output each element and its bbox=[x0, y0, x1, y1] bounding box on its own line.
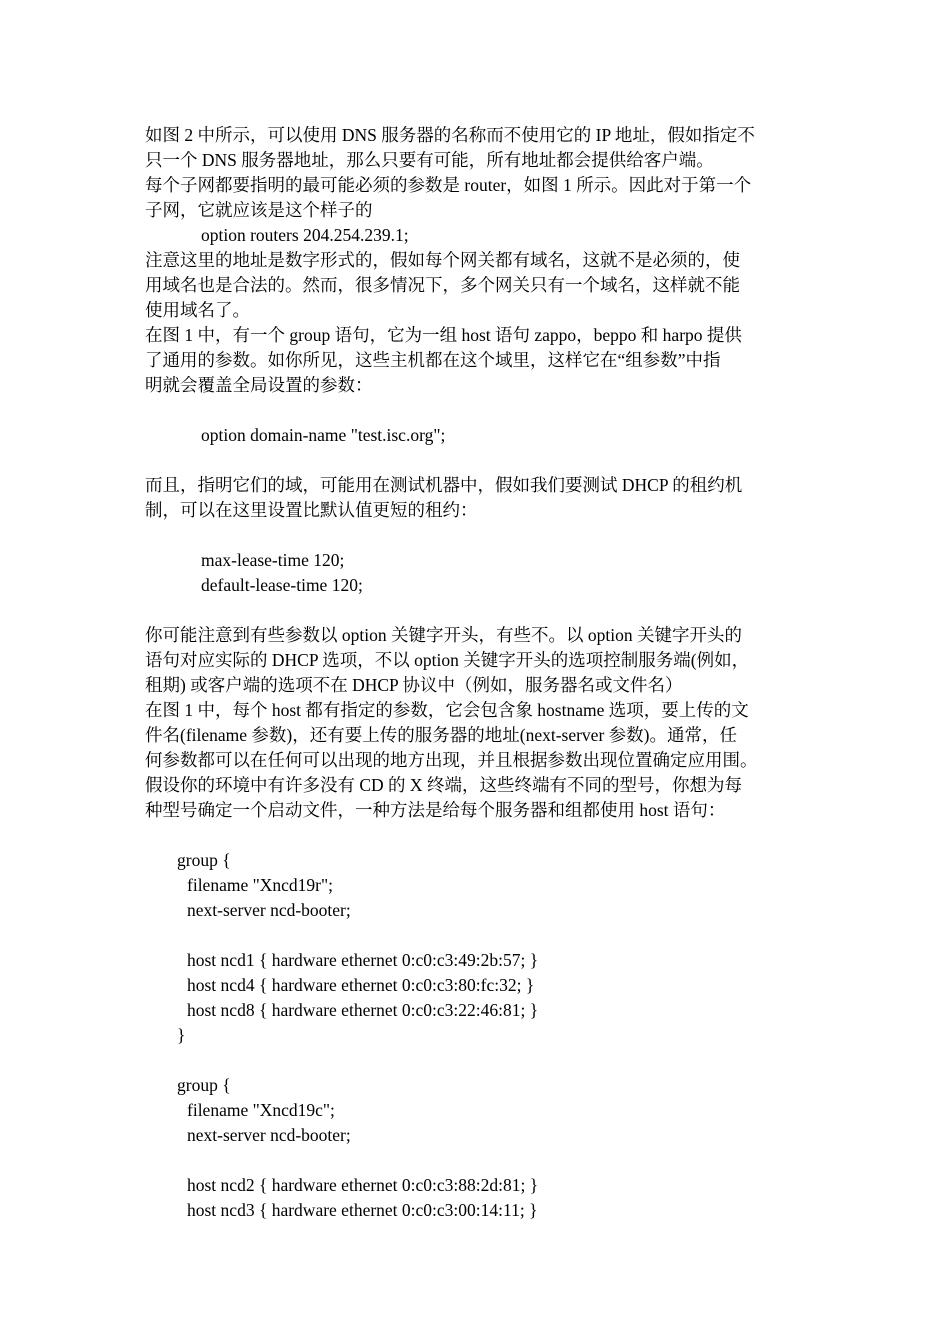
blank-line bbox=[145, 1148, 815, 1173]
blank-line bbox=[145, 523, 815, 548]
blank-line bbox=[145, 598, 815, 623]
document-page bbox=[145, 123, 815, 1223]
blank-line bbox=[145, 923, 815, 948]
code-host-line: host ncd8 { hardware ethernet 0:c0:c3:22:46:81; } bbox=[187, 1000, 539, 1020]
text-line: 只一个 DNS 服务器地址，那么只要有可能，所有地址都会提供给客户端。 bbox=[145, 150, 714, 170]
text-line: 而且，指明它们的域，可能用在测试机器中，假如我们要测试 DHCP 的租约机 bbox=[145, 475, 743, 495]
code-line-max-lease: max-lease-time 120; bbox=[201, 550, 345, 570]
paragraph-option-keyword bbox=[145, 623, 815, 698]
text-line: 语句对应实际的 DHCP 选项，不以 option 关键字开头的选项控制服务端(例如， bbox=[145, 650, 750, 670]
code-line-routers: option routers 204.254.239.1; bbox=[201, 225, 409, 245]
blank-line bbox=[145, 823, 815, 848]
code-host-line: host ncd4 { hardware ethernet 0:c0:c3:80:fc:32; } bbox=[187, 975, 535, 995]
text-line: 每个子网都要指明的最可能必须的参数是 router，如图 1 所示。因此对于第一个 bbox=[145, 175, 752, 195]
code-group-2 bbox=[145, 1073, 815, 1223]
paragraph-lease bbox=[145, 473, 815, 523]
code-next-server: next-server ncd-booter; bbox=[187, 1125, 351, 1145]
text-line: 件名(filename 参数)，还有要上传的服务器的地址(next-server 参数)。通常，任 bbox=[145, 725, 737, 745]
code-group-open: group { bbox=[177, 1075, 231, 1095]
paragraph-group bbox=[145, 323, 815, 398]
paragraph-gateway bbox=[145, 248, 815, 323]
blank-line bbox=[145, 448, 815, 473]
text-line: 何参数都可以在任何可以出现的地方出现，并且根据参数出现位置确定应用围。 bbox=[145, 750, 758, 770]
code-host-line: host ncd2 { hardware ethernet 0:c0:c3:88:2d:81; } bbox=[187, 1175, 539, 1195]
text-line: 注意这里的地址是数字形式的，假如每个网关都有域名，这就不是必须的，使 bbox=[145, 250, 740, 270]
code-group-close: } bbox=[177, 1025, 186, 1045]
blank-line bbox=[145, 1048, 815, 1073]
text-line: 明就会覆盖全局设置的参数： bbox=[145, 375, 373, 395]
paragraph-host-params bbox=[145, 698, 815, 823]
blank-line bbox=[145, 398, 815, 423]
text-line: 用域名也是合法的。然而，很多情况下，多个网关只有一个域名，这样就不能 bbox=[145, 275, 740, 295]
paragraph-dns bbox=[145, 123, 815, 173]
text-line: 在图 1 中，有一个 group 语句，它为一组 host 语句 zappo，beppo 和 harpo 提供 bbox=[145, 325, 742, 345]
code-group-open: group { bbox=[177, 850, 231, 870]
text-line: 制，可以在这里设置比默认值更短的租约： bbox=[145, 500, 478, 520]
code-next-server: next-server ncd-booter; bbox=[187, 900, 351, 920]
code-host-line: host ncd3 { hardware ethernet 0:c0:c3:00:14:11; } bbox=[187, 1200, 538, 1220]
text-line: 租期) 或客户端的选项不在 DHCP 协议中（例如，服务器名或文件名） bbox=[145, 675, 683, 695]
text-line: 假设你的环境中有许多没有 CD 的 X 终端，这些终端有不同的型号，你想为每 bbox=[145, 775, 742, 795]
text-line: 在图 1 中，每个 host 都有指定的参数，它会包含象 hostname 选项，要上传的文 bbox=[145, 700, 749, 720]
code-line-domain: option domain-name "test.isc.org"; bbox=[201, 425, 446, 445]
text-line: 了通用的参数。如你所见，这些主机都在这个域里，这样它在“组参数”中指 bbox=[145, 350, 721, 370]
text-line: 子网，它就应该是这个样子的 bbox=[145, 200, 373, 220]
paragraph-router bbox=[145, 173, 815, 223]
text-line: 你可能注意到有些参数以 option 关键字开头，有些不。以 option 关键字开头的 bbox=[145, 625, 742, 645]
code-block bbox=[145, 848, 815, 1223]
code-filename: filename "Xncd19r"; bbox=[187, 875, 333, 895]
text-line: 如图 2 中所示，可以使用 DNS 服务器的名称而不使用它的 IP 地址，假如指定不 bbox=[145, 125, 755, 145]
code-host-line: host ncd1 { hardware ethernet 0:c0:c3:49:2b:57; } bbox=[187, 950, 539, 970]
code-line-default-lease: default-lease-time 120; bbox=[201, 575, 363, 595]
text-line: 种型号确定一个启动文件，一种方法是给每个服务器和组都使用 host 语句： bbox=[145, 800, 726, 820]
text-line: 使用域名了。 bbox=[145, 300, 250, 320]
code-group-1 bbox=[145, 848, 815, 1048]
code-filename: filename "Xncd19c"; bbox=[187, 1100, 335, 1120]
